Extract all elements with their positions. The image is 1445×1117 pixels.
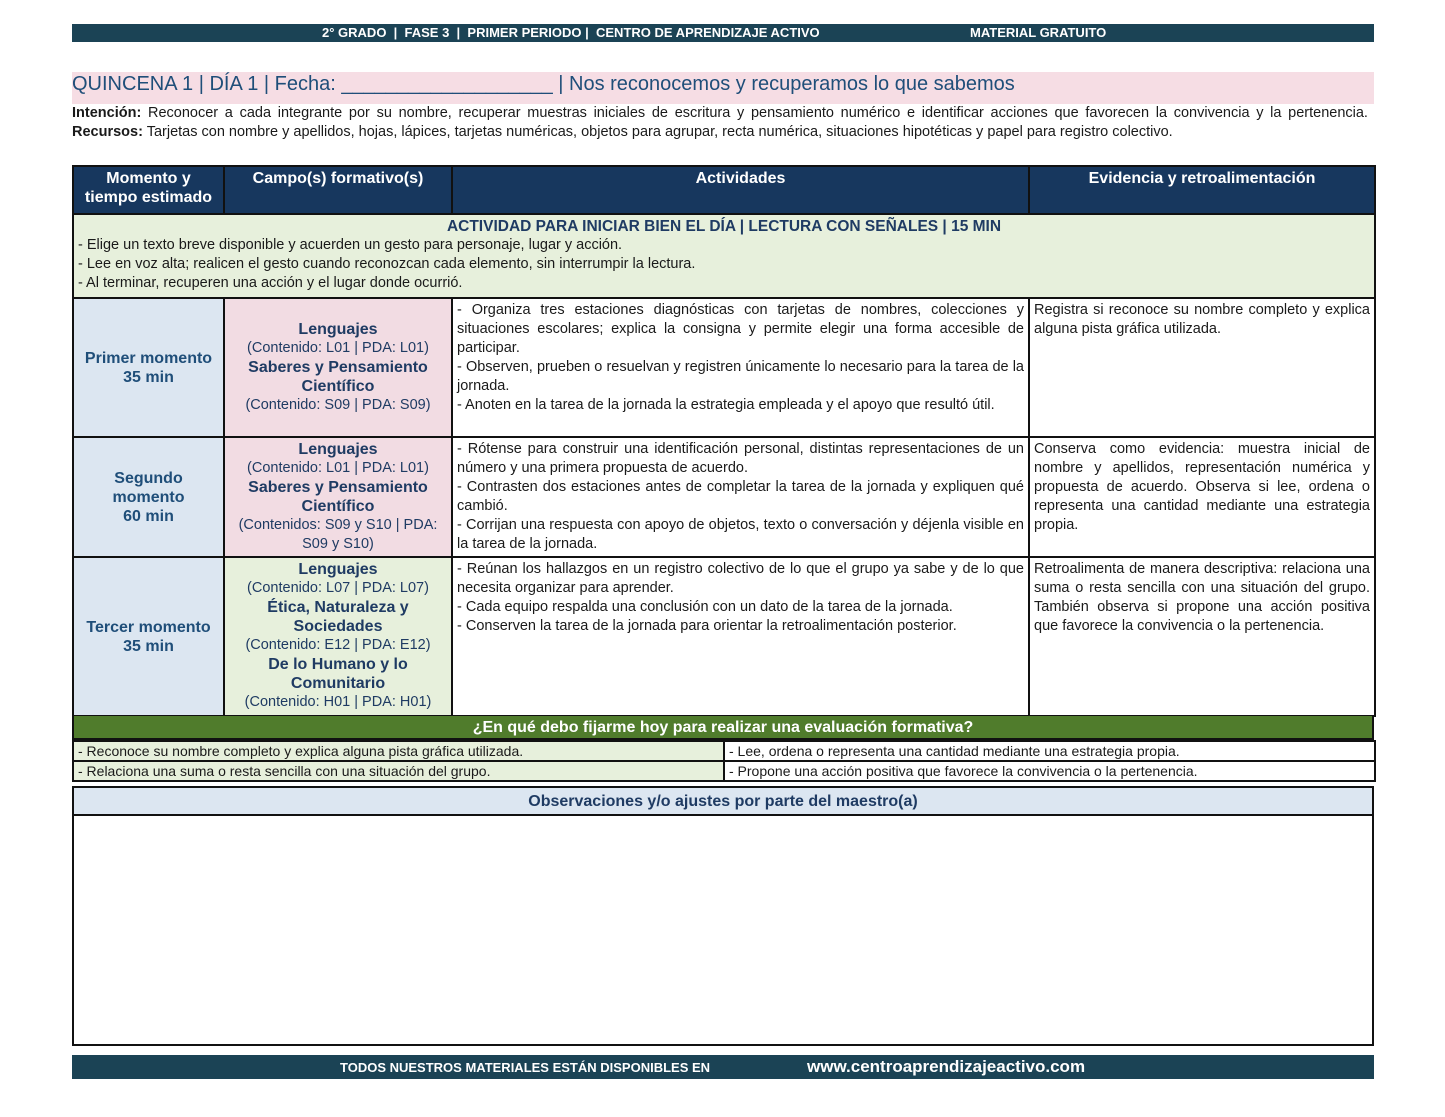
- campo-content: (Contenido: S09 | PDA: S09): [245, 397, 431, 413]
- banner-free-material: MATERIAL GRATUITO: [970, 25, 1107, 40]
- recursos-label: Recursos:: [72, 124, 143, 140]
- evidence-cell: [1029, 557, 1375, 716]
- evidence-text: Conserva como evidencia: muestra inicial de nombre y apellidos, representación numérica y propuesta de acuerdo. Observa si lee, ordena o representa una cantidad mediante una estrategia propia.: [1034, 441, 1370, 533]
- planning-table: [72, 165, 1376, 717]
- campo-content: (Contenido: L01 | PDA: L01): [247, 460, 429, 476]
- opening-activity-row: [73, 214, 1375, 298]
- campo-name: Saberes y Pensamiento Científico: [248, 359, 428, 395]
- evidence-text: Registra si reconoce su nombre completo y explica alguna pista gráfica utilizada.: [1034, 302, 1370, 337]
- evidence-cell: [1029, 298, 1375, 437]
- evaluation-criteria: [72, 740, 1376, 782]
- page-title: QUINCENA 1 | DÍA 1 | Fecha: ___________________ | Nos reconocemos y recuperamos lo que sabemos: [72, 73, 1015, 95]
- activity-item: - Contrasten dos estaciones antes de completar la tarea de la jornada y expliquen qué cambió.: [457, 479, 1024, 514]
- footer-banner: [72, 1055, 1374, 1079]
- moment-label: Primer momento: [84, 349, 213, 367]
- table-header-row: [73, 166, 1375, 214]
- campo-name: De lo Humano y lo Comunitario: [268, 656, 408, 692]
- recursos-text: Tarjetas con nombre y apellidos, hojas, lápices, tarjetas numéricas, objetos para agrupar, recta numérica, situaciones hipotéticas y papel para registro colectivo.: [146, 124, 1173, 140]
- criteria-row: [73, 761, 1375, 781]
- campo-content: (Contenido: E12 | PDA: E12): [245, 637, 431, 653]
- activities-cell: [452, 437, 1029, 557]
- moment-label: Segundo momento: [112, 469, 185, 506]
- activity-item: - Organiza tres estaciones diagnósticas con tarjetas de nombres, colecciones y situaciones escolares; explica la consigna y permite elegir una forma accesible de participar.: [457, 302, 1024, 356]
- campo-name: Saberes y Pensamiento Científico: [248, 479, 428, 515]
- criteria-item: - Propone una acción positiva que favorece la convivencia o la pertenencia.: [724, 761, 1375, 781]
- moment-time: 35 min: [123, 637, 174, 655]
- activity-item: - Conserven la tarea de la jornada para orientar la retroalimentación posterior.: [457, 618, 957, 634]
- campo-content: (Contenido: L07 | PDA: L07): [247, 580, 429, 596]
- observations-area[interactable]: [72, 814, 1374, 1046]
- header-campos: Campo(s) formativo(s): [224, 166, 452, 214]
- footer-text: TODOS NUESTROS MATERIALES ESTÁN DISPONIBLES EN: [340, 1060, 711, 1075]
- top-banner: [72, 24, 1374, 42]
- header-momento: Momento y tiempo estimado: [73, 166, 224, 214]
- activity-item: - Anoten en la tarea de la jornada la estrategia empleada y el apoyo que resultó útil.: [457, 397, 995, 413]
- activities-cell: [452, 557, 1029, 716]
- activity-item: - Corrijan una respuesta con apoyo de objetos, texto o conversación y déjenla visible en la tarea de la jornada.: [457, 517, 1024, 552]
- evidence-cell: [1029, 437, 1375, 557]
- campo-cell: [224, 557, 452, 716]
- activity-item: - Observen, prueben o resuelvan y registren únicamente lo necesario para la tarea de la jornada.: [457, 359, 1024, 394]
- header-evidencia: Evidencia y retroalimentación: [1029, 166, 1375, 214]
- evaluation-title: ¿En qué debo fijarme hoy para realizar una evaluación formativa?: [72, 716, 1374, 740]
- table-row: [73, 557, 1375, 716]
- campo-name: Lenguajes: [298, 321, 378, 338]
- opening-title: ACTIVIDAD PARA INICIAR BIEN EL DÍA | LECTURA CON SEÑALES | 15 MIN: [446, 218, 1002, 235]
- intencion-text: Reconocer a cada integrante por su nombre, recuperar muestras iniciales de escritura y pensamiento numérico e identificar acciones que favorecen la convivencia y la pertenencia.: [147, 105, 1368, 121]
- evidence-text: Retroalimenta de manera descriptiva: relaciona una suma o resta sencilla con una situación del grupo. También observa si propone una acción positiva que favorece la convivencia o la pertenencia.: [1034, 561, 1370, 634]
- title-bar: [72, 72, 1374, 104]
- criteria-item: - Reconoce su nombre completo y explica alguna pista gráfica utilizada.: [73, 741, 724, 761]
- opening-line: - Elige un texto breve disponible y acuerden un gesto para personaje, lugar y acción.: [78, 237, 623, 253]
- activity-item: - Cada equipo respalda una conclusión con un dato de la tarea de la jornada.: [457, 599, 953, 615]
- campo-name: Ética, Naturaleza y Sociedades: [267, 599, 409, 635]
- moment-cell: [73, 557, 224, 716]
- criteria-item: - Relaciona una suma o resta sencilla con una situación del grupo.: [73, 761, 724, 781]
- campo-content: (Contenidos: S09 y S10 | PDA: S09 y S10): [238, 517, 438, 552]
- intencion-label: Intención:: [72, 105, 142, 121]
- activity-item: - Rótense para construir una identificación personal, distintas representaciones de un número y una primera propuesta de acuerdo.: [457, 441, 1024, 476]
- campo-cell: [224, 437, 452, 557]
- table-row: [73, 437, 1375, 557]
- campo-name: Lenguajes: [298, 561, 378, 578]
- observations-title: Observaciones y/o ajustes por parte del maestro(a): [72, 786, 1374, 816]
- activity-item: - Reúnan los hallazgos en un registro colectivo de lo que el grupo ya sabe y de lo que necesita organizar para aprender.: [457, 561, 1024, 596]
- campo-content: (Contenido: H01 | PDA: H01): [244, 694, 432, 710]
- moment-label: Tercer momento: [86, 618, 211, 636]
- header-actividades: Actividades: [452, 166, 1029, 214]
- moment-time: 60 min: [123, 507, 174, 525]
- criteria-row: [73, 741, 1375, 761]
- table-row: [73, 298, 1375, 437]
- intro-paragraph: [72, 104, 1372, 142]
- footer-url[interactable]: www.centroaprendizajeactivo.com: [807, 1057, 1086, 1076]
- activities-cell: [452, 298, 1029, 437]
- opening-activity: [73, 214, 1375, 298]
- campo-cell: [224, 298, 452, 437]
- criteria-item: - Lee, ordena o representa una cantidad mediante una estrategia propia.: [724, 741, 1375, 761]
- opening-line: - Lee en voz alta; realicen el gesto cuando reconozcan cada elemento, sin interrumpir la lectura.: [78, 256, 696, 272]
- campo-content: (Contenido: L01 | PDA: L01): [247, 340, 429, 356]
- opening-line: - Al terminar, recuperen una acción y el lugar donde ocurrió.: [78, 275, 463, 291]
- moment-time: 35 min: [123, 368, 174, 386]
- moment-cell: [73, 298, 224, 437]
- banner-info: 2° GRADO | FASE 3 | PRIMER PERIODO | CENTRO DE APRENDIZAJE ACTIVO: [322, 25, 820, 40]
- moment-cell: [73, 437, 224, 557]
- campo-name: Lenguajes: [298, 441, 378, 458]
